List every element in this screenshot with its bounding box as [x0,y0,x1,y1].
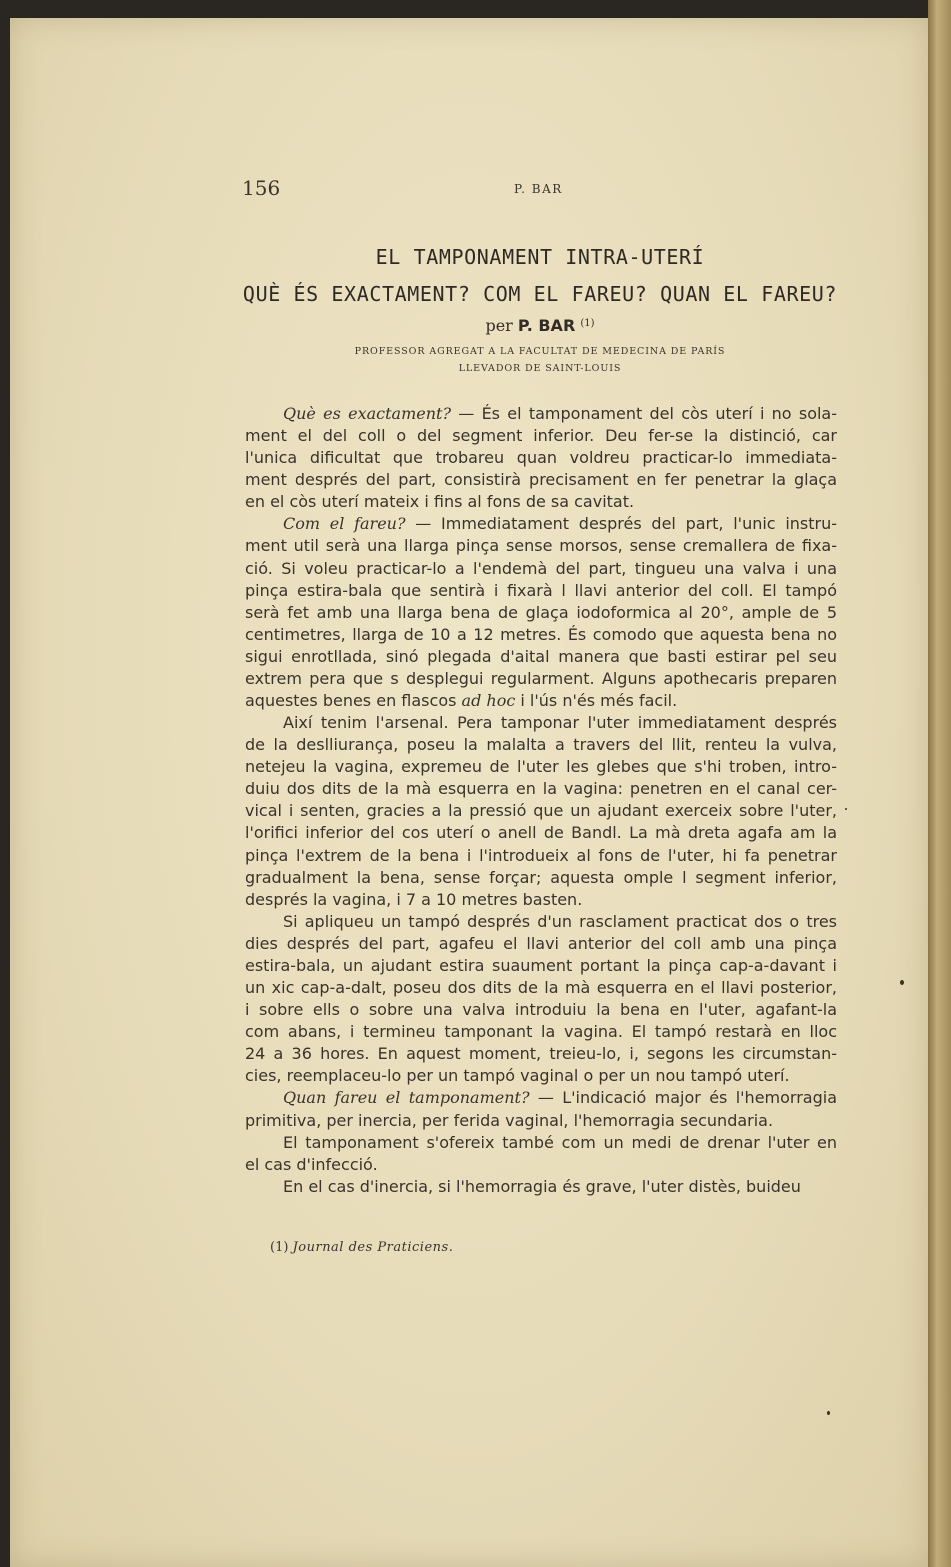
body-line: netejeu la vagina, expremeu de l'uter les glebes que s'hi troben, intro- [245,757,837,777]
author-credit-line-1: PROFESSOR AGREGAT A LA FACULTAT DE MEDECINA DE PARÍS [354,346,726,357]
body-line: ció. Si voleu practicar-lo a l'endemà del part, tingueu una valva i una [245,558,837,578]
article-title-line-1: EL TAMPONAMENT INTRA-UTERÍ [375,245,705,269]
body-line: ment util serà una llarga pinça sense morsos, sense cremallera de fixa- [245,536,837,556]
body-line: sigui enrotllada, sinó plegada d'aital manera que basti estirar pel seu [245,646,837,666]
body-line: pinça l'extrem de la bena i l'introdueix al fons de l'uter, hi fa penetrar [245,845,837,865]
body-line: en el còs uterí mateix i fins al fons de sa cavitat. [245,492,635,512]
ink-speck [845,808,847,810]
author-credit-line-2: LLEVADOR DE SAINT-LOUIS [458,363,622,374]
body-line: un xic cap-a-dalt, poseu dos dits de la mà esquerra en el llavi posterior, [245,978,837,998]
body-line: pinça estira-bala que sentirà i fixarà l llavi anterior del coll. El tampó [245,580,837,600]
byline-author: P. BAR [517,316,576,335]
byline [200,316,880,335]
body-line-segment: Quan fareu el tamponament? [283,1088,538,1108]
body-line: de la deslliurança, poseu la malalta a travers del llit, renteu la vulva, [245,735,837,755]
body-line: ment el del coll o del segment inferior. Deu fer-se la distinció, car [245,426,837,446]
body-line: el cas d'infecció. [245,1154,378,1174]
body-line: com abans, i termineu tamponant la vagina. El tampó restarà en lloc [245,1022,837,1042]
book-spine-edge [928,0,951,1567]
body-line-segment: i l'ús n'és més facil. [515,691,678,711]
body-line: vical i senten, gracies a la pressió que un ajudant exerceix sobre l'uter, [245,801,837,821]
footnote-text: Journal des Praticiens. [292,1240,454,1255]
body-line: duiu dos dits de la mà esquerra en la vagina: penetren en el canal cer- [245,779,837,799]
article-body [245,403,837,1198]
article-title-line-2: QUÈ ÉS EXACTAMENT? COM EL FAREU? QUAN EL FAREU? [242,282,838,306]
body-line: Si apliqueu un tampó després d'un rasclament practicat dos o tres [283,911,837,931]
body-line [245,403,837,425]
body-line-segment: — Immediatament després del part, l'unic instru- [415,514,837,534]
body-line [245,690,837,712]
body-line-segment: — És el tamponament del còs uterí i no sola- [458,404,837,423]
footnote-marker: (1) [270,1240,289,1255]
ink-speck [900,980,904,985]
body-line-segment: — L'indicació major és l'hemorragia [537,1088,837,1108]
body-line [245,1087,837,1109]
body-line: 24 a 36 hores. En aquest moment, treieu-lo, i, segons les circumstan- [245,1044,837,1064]
footnote [270,1240,453,1255]
running-head [242,176,838,200]
body-line: després la vagina, i 7 a 10 metres basten. [245,889,583,909]
body-line: ment després del part, consistirà precisament en fer penetrar la glaça [245,470,837,490]
body-line: gradualment la bena, sense forçar; aquesta omple l segment inferior, [245,867,837,887]
body-line: extrem pera que s desplegui regularment. Alguns apothecaris preparen [245,668,837,688]
body-line-segment: aquestes benes en flascos [245,691,462,711]
footnote-reference: (1) [580,318,595,329]
body-line: cies, reemplaceu-lo per un tampó vaginal o per un nou tampó uterí. [245,1066,790,1086]
page-number: 156 [242,176,281,200]
body-line [245,513,837,535]
body-line: dies després del part, agafeu el llavi anterior del coll amb una pinça [245,933,837,953]
body-line: l'orifici inferior del cos uterí o anell de Bandl. La mà dreta agafa am la [245,823,837,843]
body-line: i sobre ells o sobre una valva introduiu la bena en l'uter, agafant-la [245,1000,837,1020]
body-line: primitiva, per inercia, per ferida vaginal, l'hemorragia secundaria. [245,1110,774,1130]
byline-prefix: per [485,316,513,335]
body-line: l'unica dificultat que trobareu quan voldreu practicar-lo immediata- [245,448,837,468]
body-line-segment: Com el fareu? [283,514,416,534]
body-line: Així tenim l'arsenal. Pera tamponar l'uter immediatament després [283,713,837,733]
body-line-segment: ad hoc [461,691,516,711]
body-line: El tamponament s'ofereix també com un medi de drenar l'uter en [283,1132,837,1152]
body-line-segment: Què es exactament? [283,404,459,423]
body-line: centimetres, llarga de 10 a 12 metres. És comodo que aquesta bena no [245,624,837,644]
running-head-author: P. BAR [514,182,563,196]
body-line: En el cas d'inercia, si l'hemorragia és grave, l'uter distès, buideu [283,1176,801,1196]
body-line: serà fet amb una llarga bena de glaça iodoformica al 20°, ample de 5 [245,602,837,622]
body-line: estira-bala, un ajudant estira suaument portant la pinça cap-a-davant i [245,955,837,975]
ink-speck [827,1411,830,1415]
